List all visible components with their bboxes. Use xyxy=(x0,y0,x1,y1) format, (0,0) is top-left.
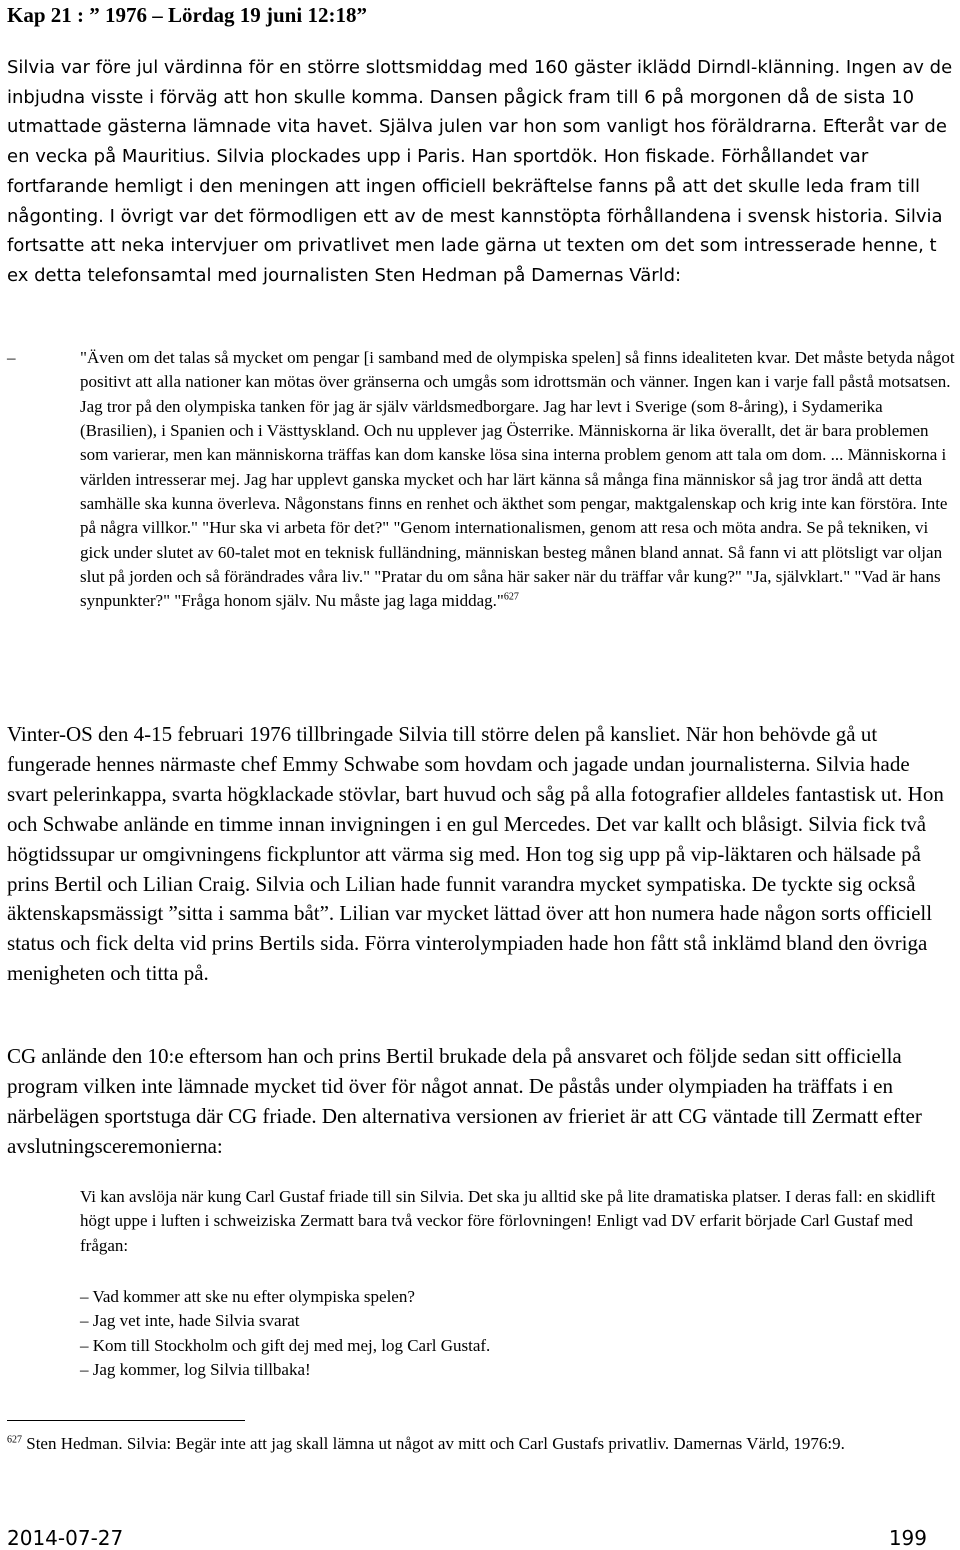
dialog-line: – Vad kommer att ske nu efter olympiska spelen? xyxy=(80,1287,415,1306)
page-number: 199 xyxy=(888,1526,927,1550)
quote-text: "Även om det talas så mycket om pengar [i samband med de olympiska spelen] så finns idealiteten kvar. Det måste betyda något positivt att alla nationer kan mötas över gränserna och umgås som idrottsmän och vänner. Ingen kan i varje fall påstå motsatsen. Jag tror på den olympiska tanken för jag är själv världsmedborgare. Jag har levt i Sverige (som 8-åring), i Sydamerika (Brasilien), i Spanien och i Västtyskland. Och nu upplever jag Österrike. Människorna är lika överallt, det är bara problemen som varierar, men kan människorna träffas kan dom kanske lösa sina interna problem genom att tala om dom. ... Människorna i världen intresserar mej. Jag har upplevt ganska mycket och har lärt känna så många fina människor så jag tror ändå att detta samhälle ska kunna överleva. Någonstans finns en renhet och äkthet som pengar, maktgalenskap och krig inte kan förstöra. Inte på några villkor." "Hur ska vi arbeta för det?" "Genom internationalismen, genom att resa och möta andra. Se på tekniken, vi gick under slutet av 60-talet mot en teknisk fulländning, människan besteg månen bland annat. Så fann vi att plötsligt var oljan slut på jorden och så förändrades våra liv." "Pratar du om såna här saker när du träffar vår kung?" "Ja, självklart." "Vad är hans synpunkter?" "Fråga honom själv. Nu måste jag laga middag." xyxy=(80,348,955,611)
footnote-text: Sten Hedman. Silvia: Begär inte att jag skall lämna ut något av mitt och Carl Gustafs privatliv. Damernas Värld, 1976:9. xyxy=(22,1434,845,1453)
footnote xyxy=(7,1431,953,1457)
footer-date: 2014-07-27 xyxy=(7,1526,124,1550)
quote-dash: – xyxy=(7,348,16,367)
block-quote-interview xyxy=(7,346,958,614)
dialog-line: – Jag vet inte, hade Silvia svarat xyxy=(80,1311,300,1331)
dialog-list xyxy=(80,1285,490,1382)
dialog-line: – Jag kommer, log Silvia tillbaka! xyxy=(80,1359,311,1379)
block-quote-proposal: Vi kan avslöja när kung Carl Gustaf friade till sin Silvia. Det ska ju alltid ske på lite dramatiska platser. I deras fall: en skidlift högt uppe i luften i schweiziska Zermatt bara två veckor före förlovningen! Enligt vad DV erfarit började Carl Gustaf med frågan: xyxy=(80,1187,936,1255)
chapter-heading: Kap 21 : ” 1976 – Lördag 19 juni 12:18” xyxy=(7,3,367,27)
paragraph-cg-arrival: CG anlände den 10:e eftersom han och prins Bertil brukade dela på ansvaret och följde sedan sitt officiella program vilken inte lämnade mycket tid över för något annat. De påstås under olympiaden ha träffats i en närbelägen sportstuga där CG friade. Den alternativa versionen av frieriet är att CG väntade till Zermatt efter avslutningsceremonierna: xyxy=(7,1044,922,1158)
paragraph-silvia-christmas: Silvia var före jul värdinna för en större slottsmiddag med 160 gäster iklädd Dirndl-klänning. Ingen av de inbjudna visste i förväg att hon skulle komma. Dansen pågick fram till 6 på morgonen då de sista 10 utmattade gästerna lämnade vita havet. Själva julen var hon som vanligt hos föräldrarna. Efteråt var de en vecka på Mauritius. Silvia plockades upp i Paris. Han sportdök. Hon fiskade. Förhållandet var fortfarande hemligt i den meningen att ingen officiell bekräftelse fanns på att det skulle leda fram till någonting. I övrigt var det förmodligen ett av de mest kannstöpta förhållandena i svensk historia. Silvia fortsatte att neka intervjuer om privatlivet men lade gärna ut texten om det som intresserade henne, t ex detta telefonsamtal med journalisten Sten Hedman på Damernas Värld: xyxy=(7,57,953,286)
footnote-separator xyxy=(7,1420,245,1421)
paragraph-winter-olympics: Vinter-OS den 4-15 februari 1976 tillbringade Silvia till större delen på kansliet. När hon behövde gå ut fungerade hennes närmaste chef Emmy Schwabe som hovdam och jagade undan journalisterna. Silvia hade svart pelerinkappa, svarta högklackade stövlar, bart huvud och såg på alla fotografier alldeles fantastisk ut. Hon och Schwabe anlände en timme innan invigningen i en gul Mercedes. Det var kallt och blåsigt. Silvia fick två högtidssupar ur omgivningens fickpluntor att värma sig med. Hon tog sig upp på vip-läktaren och hälsade på prins Bertil och Lilian Craig. Silvia och Lilian hade funnit varandra mycket sympatiska. De tyckte sig också äktenskapsmässigt ”sitta i samma båt”. Lilian var mycket lättad över att hon numera hade någon sorts officiell status och fick delta vid prins Bertils sida. Förra vinterolympiaden hade hon fått stå inklämd bland den övriga menigheten och titta på. xyxy=(7,722,944,986)
dialog-line: – Kom till Stockholm och gift dej med mej, log Carl Gustaf. xyxy=(80,1335,491,1355)
footnote-reference[interactable]: 627 xyxy=(503,591,519,603)
footnote-number: 627 xyxy=(7,1434,22,1446)
